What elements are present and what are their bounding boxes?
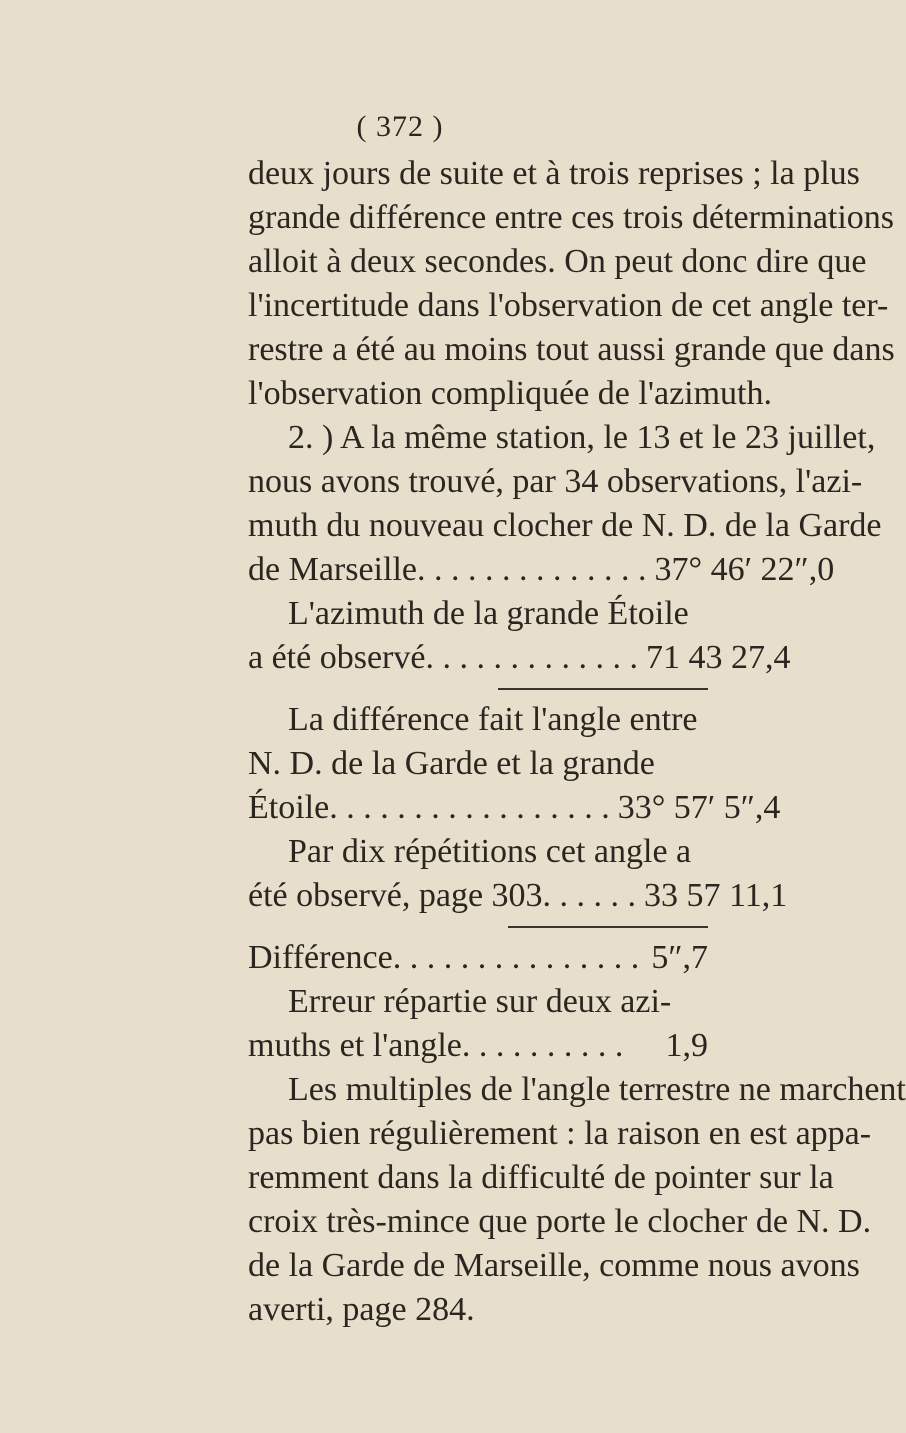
text-line: remment dans la difficulté de pointer sur la bbox=[248, 1159, 834, 1196]
page-number: ( 372 ) bbox=[356, 110, 444, 143]
row-label: Par dix répétitions cet angle a bbox=[288, 833, 692, 870]
text-line: averti, page 284. bbox=[248, 1291, 475, 1328]
table-row bbox=[248, 980, 708, 1024]
row-value: 33° 57′ 5″,4 bbox=[617, 789, 781, 826]
sum-rule bbox=[508, 926, 708, 928]
text-line: alloit à deux secondes. On peut donc dire que bbox=[248, 243, 867, 280]
table-row bbox=[248, 936, 708, 980]
table-row bbox=[248, 548, 835, 592]
table-row bbox=[248, 742, 708, 786]
table-row bbox=[248, 786, 781, 830]
text-line: muth du nouveau clocher de N. D. de la Garde bbox=[248, 507, 882, 544]
text-line: l'observation compliquée de l'azimuth. bbox=[248, 375, 772, 412]
row-label: L'azimuth de la grande Étoile bbox=[288, 595, 689, 632]
text-line: croix très-mince que porte le clocher de N. D. bbox=[248, 1203, 872, 1240]
row-label: Étoile. . . . . . . . . . . . . . . . . bbox=[248, 789, 610, 826]
text-line: pas bien régulièrement : la raison en est appa- bbox=[248, 1115, 872, 1152]
text-line: Les multiples de l'angle terrestre ne marchent bbox=[288, 1071, 906, 1108]
row-label: Différence. . . . . . . . . . . . . . . bbox=[248, 939, 640, 976]
row-value: 37° 46′ 22″,0 bbox=[654, 551, 835, 588]
table-row bbox=[248, 1024, 708, 1068]
row-label: Erreur répartie sur deux azi- bbox=[288, 983, 672, 1020]
table-row bbox=[248, 830, 708, 874]
text-line: deux jours de suite et à trois reprises ; la plus bbox=[248, 155, 860, 192]
row-value: 33 57 11,1 bbox=[644, 877, 788, 914]
text-line: nous avons trouvé, par 34 observations, l'azi- bbox=[248, 463, 863, 500]
table-row bbox=[248, 874, 788, 918]
text-line: grande différence entre ces trois déterminations bbox=[248, 199, 895, 236]
text-line: l'incertitude dans l'observation de cet angle ter- bbox=[248, 287, 889, 324]
row-label: a été observé. . . . . . . . . . . . . bbox=[248, 639, 638, 676]
row-value: 71 43 27,4 bbox=[645, 639, 791, 676]
table-row bbox=[248, 636, 791, 680]
row-label: N. D. de la Garde et la grande bbox=[248, 745, 655, 782]
row-value: 1,9 bbox=[665, 1027, 708, 1064]
row-value: 5″,7 bbox=[651, 939, 708, 976]
text-line: restre a été au moins tout aussi grande que dans bbox=[248, 331, 895, 368]
row-label: La différence fait l'angle entre bbox=[288, 701, 698, 738]
text-line: de la Garde de Marseille, comme nous avons bbox=[248, 1247, 860, 1284]
sum-rule bbox=[498, 688, 708, 690]
row-label: muths et l'angle. . . . . . . . . . bbox=[248, 1027, 624, 1064]
row-label: été observé, page 303. . . . . . bbox=[248, 877, 637, 914]
table-row bbox=[248, 592, 708, 636]
row-label: de Marseille. . . . . . . . . . . . . . bbox=[248, 551, 647, 588]
body-text bbox=[248, 152, 906, 1332]
table-row bbox=[248, 698, 708, 742]
text-line: 2. ) A la même station, le 13 et le 23 juillet, bbox=[288, 419, 876, 456]
